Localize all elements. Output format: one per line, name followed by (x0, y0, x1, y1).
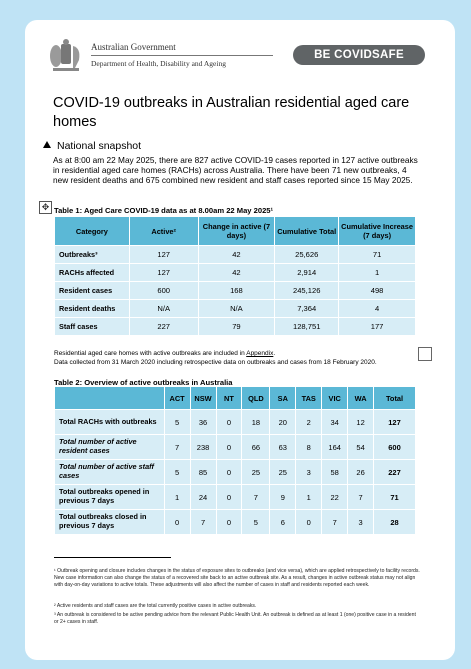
intro-paragraph: As at 8:00 am 22 May 2025, there are 827 active COVID-19 cases reported in 127 active outbreaks in residential aged care homes (RACHs) across Australia. There have been 71 new outbreaks, 4 new resident deaths and 675 combined new resident and staff cases reported since 15 May 2025. (53, 155, 418, 186)
table-cell: 0 (296, 510, 322, 535)
column-header: Total (374, 387, 416, 410)
table-cell: 1 (339, 264, 416, 282)
column-header: SA (270, 387, 296, 410)
table-row (55, 264, 416, 282)
appendix-note-end: . (273, 350, 276, 357)
column-header: NT (216, 387, 242, 410)
covidsafe-badge: BE COVIDSAFE (293, 45, 425, 65)
table-cell: 128,751 (275, 318, 339, 336)
table-cell: 25 (270, 460, 296, 485)
table-cell: 0 (216, 460, 242, 485)
table-cell: 7 (190, 510, 216, 535)
column-header: QLD (242, 387, 270, 410)
table-cell: 63 (270, 435, 296, 460)
table-cell: 127 (129, 246, 198, 264)
row-label: Staff cases (55, 318, 130, 336)
table-cell: 7 (242, 485, 270, 510)
table-cell: 3 (296, 460, 322, 485)
column-header (55, 387, 165, 410)
table-cell: 5 (164, 460, 190, 485)
table-header-row (55, 217, 416, 246)
column-header: Category (55, 217, 130, 246)
column-header: Active² (129, 217, 198, 246)
department-name: Department of Health, Disability and Ageing (91, 59, 226, 68)
row-label: Outbreaks³ (55, 246, 130, 264)
table-cell: 7 (164, 435, 190, 460)
column-header: Change in active (7 days) (198, 217, 275, 246)
table-cell: 7 (348, 485, 374, 510)
table-cell: 1 (296, 485, 322, 510)
table-cell: 0 (216, 410, 242, 435)
table-cell: 1 (164, 485, 190, 510)
footnote-divider (54, 557, 171, 558)
table-cell: 26 (348, 460, 374, 485)
table1-caption: Table 1: Aged Care COVID-19 data as at 8.00am 22 May 2025¹ (54, 206, 274, 215)
table-cell: 5 (242, 510, 270, 535)
table-cell: 85 (190, 460, 216, 485)
row-label: Total number of active staff cases (55, 460, 165, 485)
total-cell: 28 (374, 510, 416, 535)
table-cell: 498 (339, 282, 416, 300)
column-header: TAS (296, 387, 322, 410)
table-cell: 5 (164, 410, 190, 435)
footnote-3: ³ An outbreak is considered to be active pending advice from the relevant Public Health Unit. An outbreak is defined as at least 1 (one) positive case in a resident or 2+ cases in staff. (54, 612, 416, 625)
table-cell: 24 (190, 485, 216, 510)
table-move-handle-icon[interactable]: ✥ (39, 201, 52, 214)
data-collection-note: Data collected from 31 March 2020 including retrospective data on outbreaks and cases from 18 February 2020. (54, 359, 377, 366)
table-cell: 66 (242, 435, 270, 460)
coat-of-arms-icon (43, 38, 87, 74)
table-cell: 2 (296, 410, 322, 435)
table-cell: 3 (348, 510, 374, 535)
table-cell: 177 (339, 318, 416, 336)
total-cell: 71 (374, 485, 416, 510)
appendix-note (54, 349, 377, 358)
total-cell: 600 (374, 435, 416, 460)
table-header-row (55, 387, 416, 410)
table-row (55, 246, 416, 264)
column-header: Cumulative Increase (7 days) (339, 217, 416, 246)
row-label: Total RACHs with outbreaks (55, 410, 165, 435)
section-heading (43, 140, 141, 152)
table-cell: 22 (322, 485, 348, 510)
aged-care-data-table (54, 216, 416, 336)
checkbox[interactable] (418, 347, 432, 361)
table-cell: 227 (129, 318, 198, 336)
table-cell: 9 (270, 485, 296, 510)
table-cell: 54 (348, 435, 374, 460)
table-cell: 71 (339, 246, 416, 264)
table-cell: 79 (198, 318, 275, 336)
appendix-note-text: Residential aged care homes with active outbreaks are included in (54, 350, 247, 357)
page-title: COVID-19 outbreaks in Australian residential aged care homes (53, 95, 410, 130)
table-cell: 6 (270, 510, 296, 535)
table2-caption: Table 2: Overview of active outbreaks in Australia (54, 378, 233, 387)
section-heading-label: National snapshot (57, 140, 142, 152)
table-cell: 12 (348, 410, 374, 435)
row-label: RACHs affected (55, 264, 130, 282)
column-header: Cumulative Total (275, 217, 339, 246)
table-cell: 127 (129, 264, 198, 282)
table-cell: 4 (339, 300, 416, 318)
collapse-triangle-icon[interactable] (43, 141, 51, 148)
table-cell: 0 (216, 485, 242, 510)
column-header: VIC (322, 387, 348, 410)
footnote-1: ¹ Outbreak opening and closure includes changes in the status of exposure sites to outbreaks (and vice versa), which are applied retrospectively to facility records. New case information can also change the status of a recovered site back to an active outbreak site. As a result, changes in active outbreak status may not align with day-on-day variations to active totals. These adjustments will also affect the number of cases in staff and residents reported each week. (54, 568, 420, 588)
table-cell: 7,364 (275, 300, 339, 318)
column-header: ACT (164, 387, 190, 410)
row-label: Total outbreaks closed in previous 7 days (55, 510, 165, 535)
table-cell: 25,626 (275, 246, 339, 264)
table-row (55, 410, 416, 435)
total-cell: 227 (374, 460, 416, 485)
table-cell: 42 (198, 264, 275, 282)
table-cell: 36 (190, 410, 216, 435)
table-row (55, 300, 416, 318)
table-row (55, 485, 416, 510)
table-cell: 0 (164, 510, 190, 535)
table-cell: 168 (198, 282, 275, 300)
table-cell: N/A (198, 300, 275, 318)
table-row (55, 510, 416, 535)
table-cell: 0 (216, 510, 242, 535)
table-cell: 238 (190, 435, 216, 460)
table-row (55, 318, 416, 336)
table-cell: 20 (270, 410, 296, 435)
table-cell: 25 (242, 460, 270, 485)
outbreaks-by-state-table (54, 386, 416, 535)
table-cell: 7 (322, 510, 348, 535)
table1-notes (54, 349, 377, 367)
table-cell: 600 (129, 282, 198, 300)
table-row (55, 282, 416, 300)
row-label: Resident deaths (55, 300, 130, 318)
total-cell: 127 (374, 410, 416, 435)
row-label: Resident cases (55, 282, 130, 300)
footnote-2: ² Active residents and staff cases are the total currently positive cases in active outbreaks. (54, 603, 257, 609)
table-cell: 8 (296, 435, 322, 460)
report-page (25, 20, 455, 660)
table-cell: N/A (129, 300, 198, 318)
table-cell: 42 (198, 246, 275, 264)
table-row (55, 460, 416, 485)
table-cell: 0 (216, 435, 242, 460)
table-cell: 34 (322, 410, 348, 435)
row-label: Total number of active resident cases (55, 435, 165, 460)
table-cell: 18 (242, 410, 270, 435)
government-logo (43, 38, 273, 78)
table-cell: 245,126 (275, 282, 339, 300)
government-name: Australian Government (91, 42, 176, 52)
table-cell: 58 (322, 460, 348, 485)
column-header: NSW (190, 387, 216, 410)
table-cell: 2,914 (275, 264, 339, 282)
appendix-link[interactable]: Appendix (246, 350, 274, 357)
table-row (55, 435, 416, 460)
logo-divider (91, 55, 273, 56)
column-header: WA (348, 387, 374, 410)
row-label: Total outbreaks opened in previous 7 days (55, 485, 165, 510)
table-cell: 164 (322, 435, 348, 460)
